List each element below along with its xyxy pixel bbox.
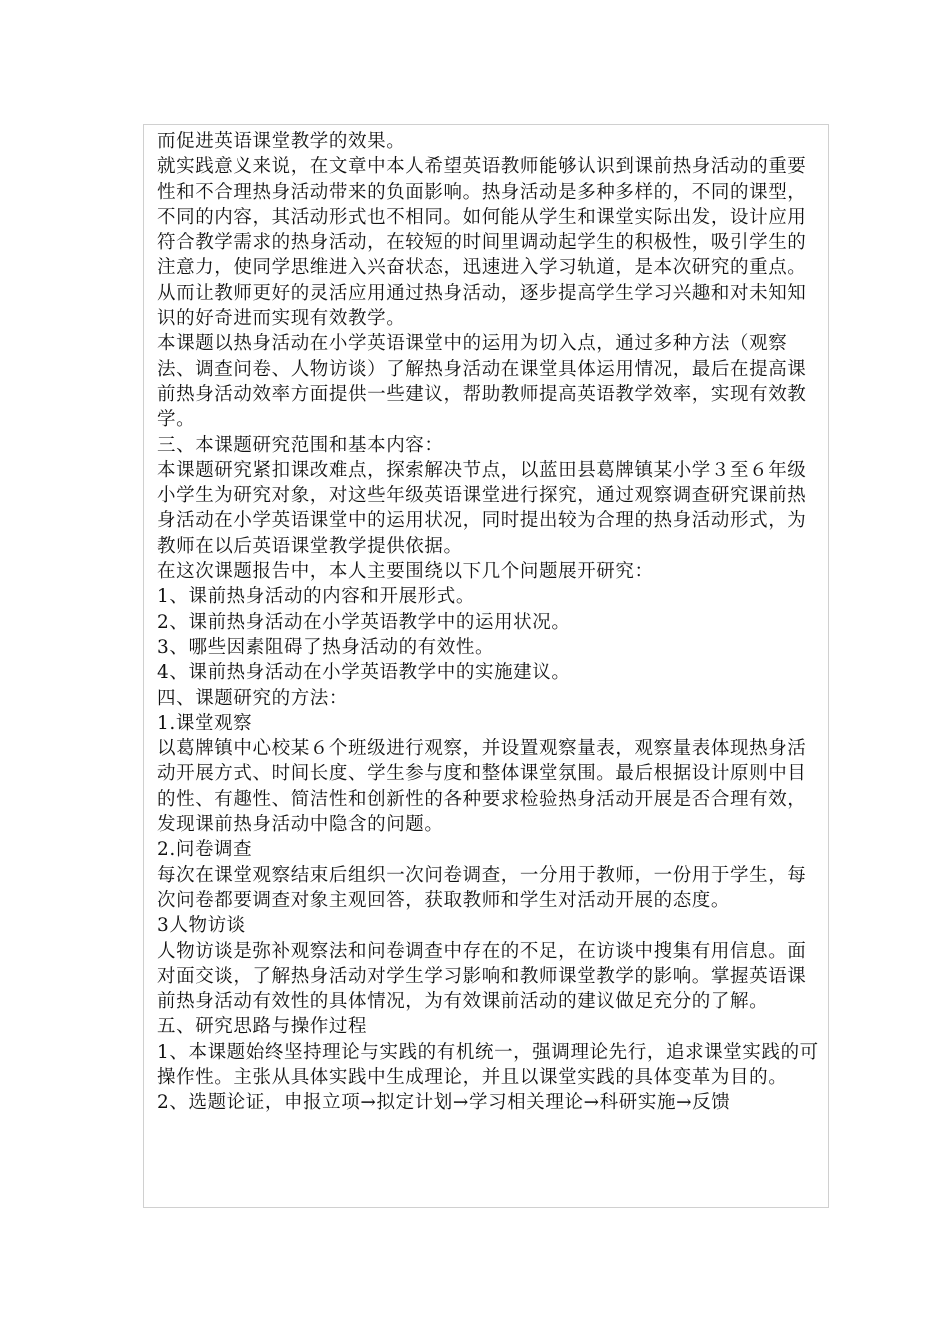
paragraph-questionnaire: 每次在课堂观察结束后组织一次问卷调查，一分用于教师，一份用于学生，每次问卷都要调查对象主观回答，获取教师和学生对活动开展的态度。 — [157, 864, 807, 911]
subheading-classroom-observation: 1.课堂观察 — [157, 712, 253, 734]
section-heading-process: 五、研究思路与操作过程 — [157, 1016, 368, 1038]
list-item-question-4: 4、课前热身活动在小学英语教学中的实施建议。 — [157, 662, 571, 684]
paragraph-continuation: 而促进英语课堂教学的效果。 — [157, 131, 406, 152]
paragraph-research-approach: 本课题以热身活动在小学英语课堂中的运用为切入点，通过多种方法（观察法、调查问卷、人物访谈）了解热身活动在课堂具体运用情况，最后在提高课前热身活动效率方面提供一些建议，帮助教师提高英语教学效率，实现有效教学。 — [157, 333, 807, 431]
document-page — [143, 124, 829, 1208]
paragraph-scope: 本课题研究紧扣课改难点，探索解决节点，以蓝田县葛牌镇某小学３至６年级小学生为研究对象，对这些年级英语课堂进行探究，通过观察调查研究课前热身活动在小学英语课堂中的运用状况，同时提出较为合理的热身活动形式，为教师在以后英语课堂教学提供依据。 — [157, 459, 807, 557]
list-item-question-3: 3、哪些因素阻碍了热身活动的有效性。 — [157, 636, 495, 658]
section-heading-scope: 三、本课题研究范围和基本内容： — [157, 434, 444, 456]
paragraph-questions-intro: 在这次课题报告中，本人主要围绕以下几个问题展开研究： — [157, 561, 654, 583]
paragraph-classroom-observation: 以葛牌镇中心校某６个班级进行观察，并设置观察量表，观察量表体现热身活动开展方式、时间长度、学生参与度和整体课堂氛围。最后根据设计原则中目的性、有趣性、简洁性和创新性的各种要求检验热身活动开展是否合理有效，发现课前热身活动中隐含的问题。 — [157, 738, 807, 836]
subheading-interview: 3人物访谈 — [157, 915, 246, 937]
paragraph-interview: 人物访谈是弥补观察法和问卷调查中存在的不足，在访谈中搜集有用信息。面对面交谈，了解热身活动对学生学习影响和教师课堂教学的影响。掌握英语课前热身活动有效性的具体情况，为有效课前活动的建议做足充分的了解。 — [157, 940, 807, 1013]
subheading-questionnaire: 2.问卷调查 — [157, 839, 253, 861]
section-heading-methods: 四、课题研究的方法： — [157, 687, 349, 709]
document-body — [157, 129, 823, 1116]
paragraph-practical-significance: 就实践意义来说，在文章中本人希望英语教师能够认识到课前热身活动的重要性和不合理热身活动带来的负面影响。热身活动是多种多样的，不同的课型，不同的内容，其活动形式也不相同。如何能从学生和课堂实际出发，设计应用符合教学需求的热身活动，在较短的时间里调动起学生的积极性，吸引学生的注意力，使同学思维进入兴奋状态，迅速进入学习轨道，是本次研究的重点。从而让教师更好的灵活应用通过热身活动，逐步提高学生学习兴趣和对未知知识的好奇进而实现有效教学。 — [157, 156, 807, 330]
list-item-question-1: 1、课前热身活动的内容和开展形式。 — [157, 586, 475, 608]
list-item-question-2: 2、课前热身活动在小学英语教学中的运用状况。 — [157, 611, 571, 633]
list-item-process-2: 2、选题论证，申报立项→拟定计划→学习相关理论→科研实施→反馈 — [157, 1092, 731, 1114]
list-item-process-1: 1、本课题始终坚持理论与实践的有机统一，强调理论先行，追求课堂实践的可操作性。主张从具体实践中生成理论，并且以课堂实践的具体变革为目的。 — [157, 1041, 819, 1088]
